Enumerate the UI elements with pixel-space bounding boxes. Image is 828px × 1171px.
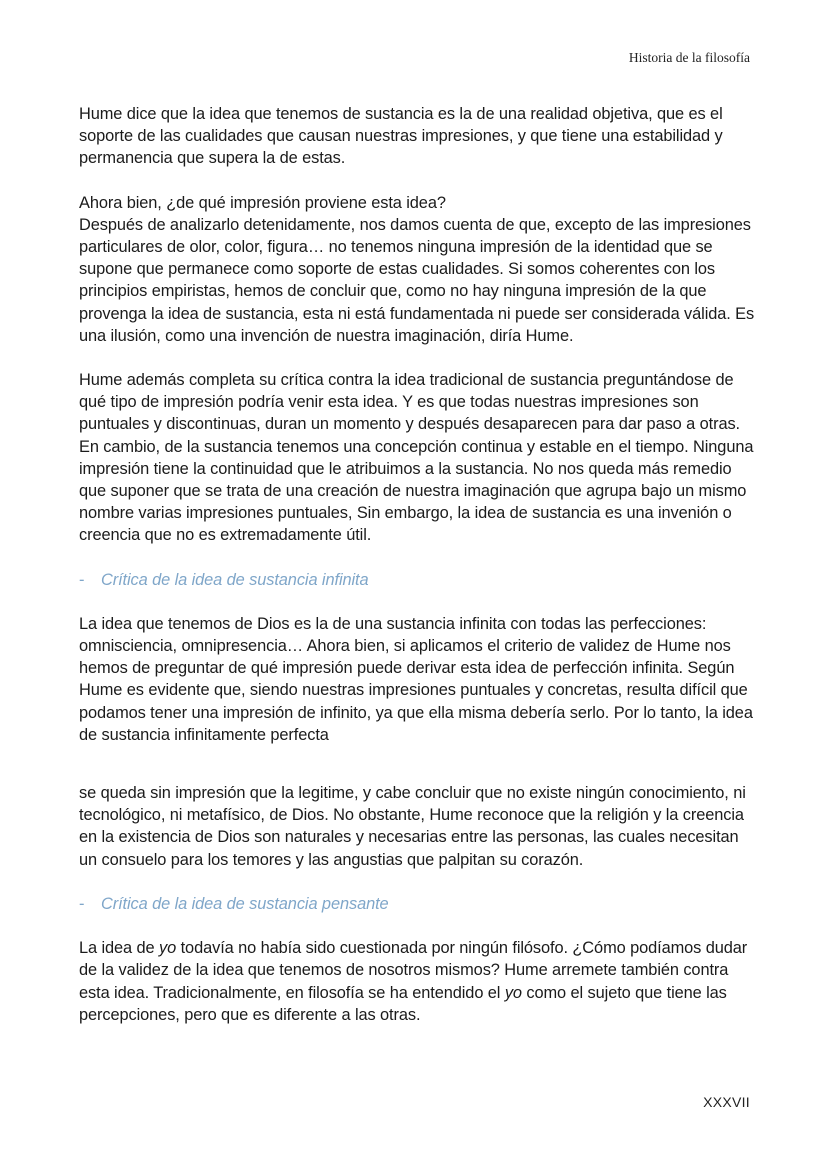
- subheading-text: Crítica de la idea de sustancia pensante: [101, 894, 389, 913]
- subheading-infinite-substance: [79, 569, 759, 591]
- running-header: Historia de la filosofía: [628, 50, 750, 65]
- emphasis-yo: yo: [159, 939, 177, 958]
- paragraph: Hume además completa su crítica contra la idea tradicional de sustancia preguntándose de qué tipo de impresión podría venir esta idea. Y es que todas nuestras impresiones son puntuales y discontinuas, duran un momento y después desaparecen para dar paso a otras. En cambio, de la sustancia tenemos una concepción continua y estable en el tiempo. Ninguna impresión tiene la continuidad que le atribuimos a la sustancia. No nos queda más remedio que suponer que se trata de una creación de nuestra imaginación que agrupa bajo un mismo nombre varias impresiones puntuales, Sin embargo, la idea de sustancia es una invenión o creencia que no es extremadamente útil.: [79, 371, 754, 545]
- paragraph: Hume dice que la idea que tenemos de sustancia es la de una realidad objetiva, que es el soporte de las cualidades que causan nuestras impresiones, y que tiene una estabilidad y permanencia que supera la de estas.: [79, 105, 723, 168]
- list-dash: -: [79, 570, 85, 589]
- paragraph: Después de analizarlo detenidamente, nos damos cuenta de que, excepto de las impresiones particulares de olor, color, figura… no tenemos ninguna impresión de la identidad que se supone que permanece como soporte de estas cualidades. Si somos coherentes con los principios empiristas, hemos de concluir que, como no hay ninguna impresión de la que provenga la idea de sustancia, esta ni está fundamentada ni puede ser considerada válida. Es una ilusión, como una invención de nuestra imaginación, diría Hume.: [79, 215, 755, 345]
- page-number: XXXVII: [703, 1094, 750, 1110]
- body-text: [79, 103, 759, 1026]
- subheading-thinking-substance: [79, 893, 759, 915]
- text-run: La idea de: [79, 939, 160, 958]
- paragraph-question: Ahora bien, ¿de qué impresión proviene esta idea?: [79, 193, 446, 212]
- list-dash: -: [79, 894, 85, 913]
- paragraph: [79, 937, 759, 1026]
- emphasis-yo: yo: [504, 983, 522, 1002]
- text-run: como el sujeto que tiene las percepciones, pero que es diferente a las otras.: [79, 983, 727, 1024]
- paragraph: La idea que tenemos de Dios es la de una sustancia infinita con todas las perfecciones: omnisciencia, omnipresencia… Ahora bien, si aplicamos el criterio de validez de Hume nos hemos de preguntar de qué impresión puede derivar esta idea de perfección infinita. Según Hume es evidente que, siendo nuestras impresiones puntuales y concretas, resulta difícil que podamos tener una impresión de infinito, ya que ella misma debería serlo. Por lo tanto, la idea de sustancia infinitamente perfecta: [79, 614, 753, 744]
- subheading-text: Crítica de la idea de sustancia infinita: [101, 570, 369, 589]
- paragraph: se queda sin impresión que la legitime, y cabe concluir que no existe ningún conocimiento, ni tecnológico, ni metafísico, de Dios. No obstante, Hume reconoce que la religión y la creencia en la existencia de Dios son naturales y necesarias entre las personas, las cuales necesitan un consuelo para los temores y las angustias que palpitan su corazón.: [79, 784, 746, 869]
- text-run: todavía no había sido cuestionada por ningún filósofo. ¿Cómo podíamos dudar de la validez de la idea que tenemos de nosotros mismos? Hume arremete también contra esta idea. Tradicionalmente, en filosofía se ha entendido el: [79, 939, 748, 1002]
